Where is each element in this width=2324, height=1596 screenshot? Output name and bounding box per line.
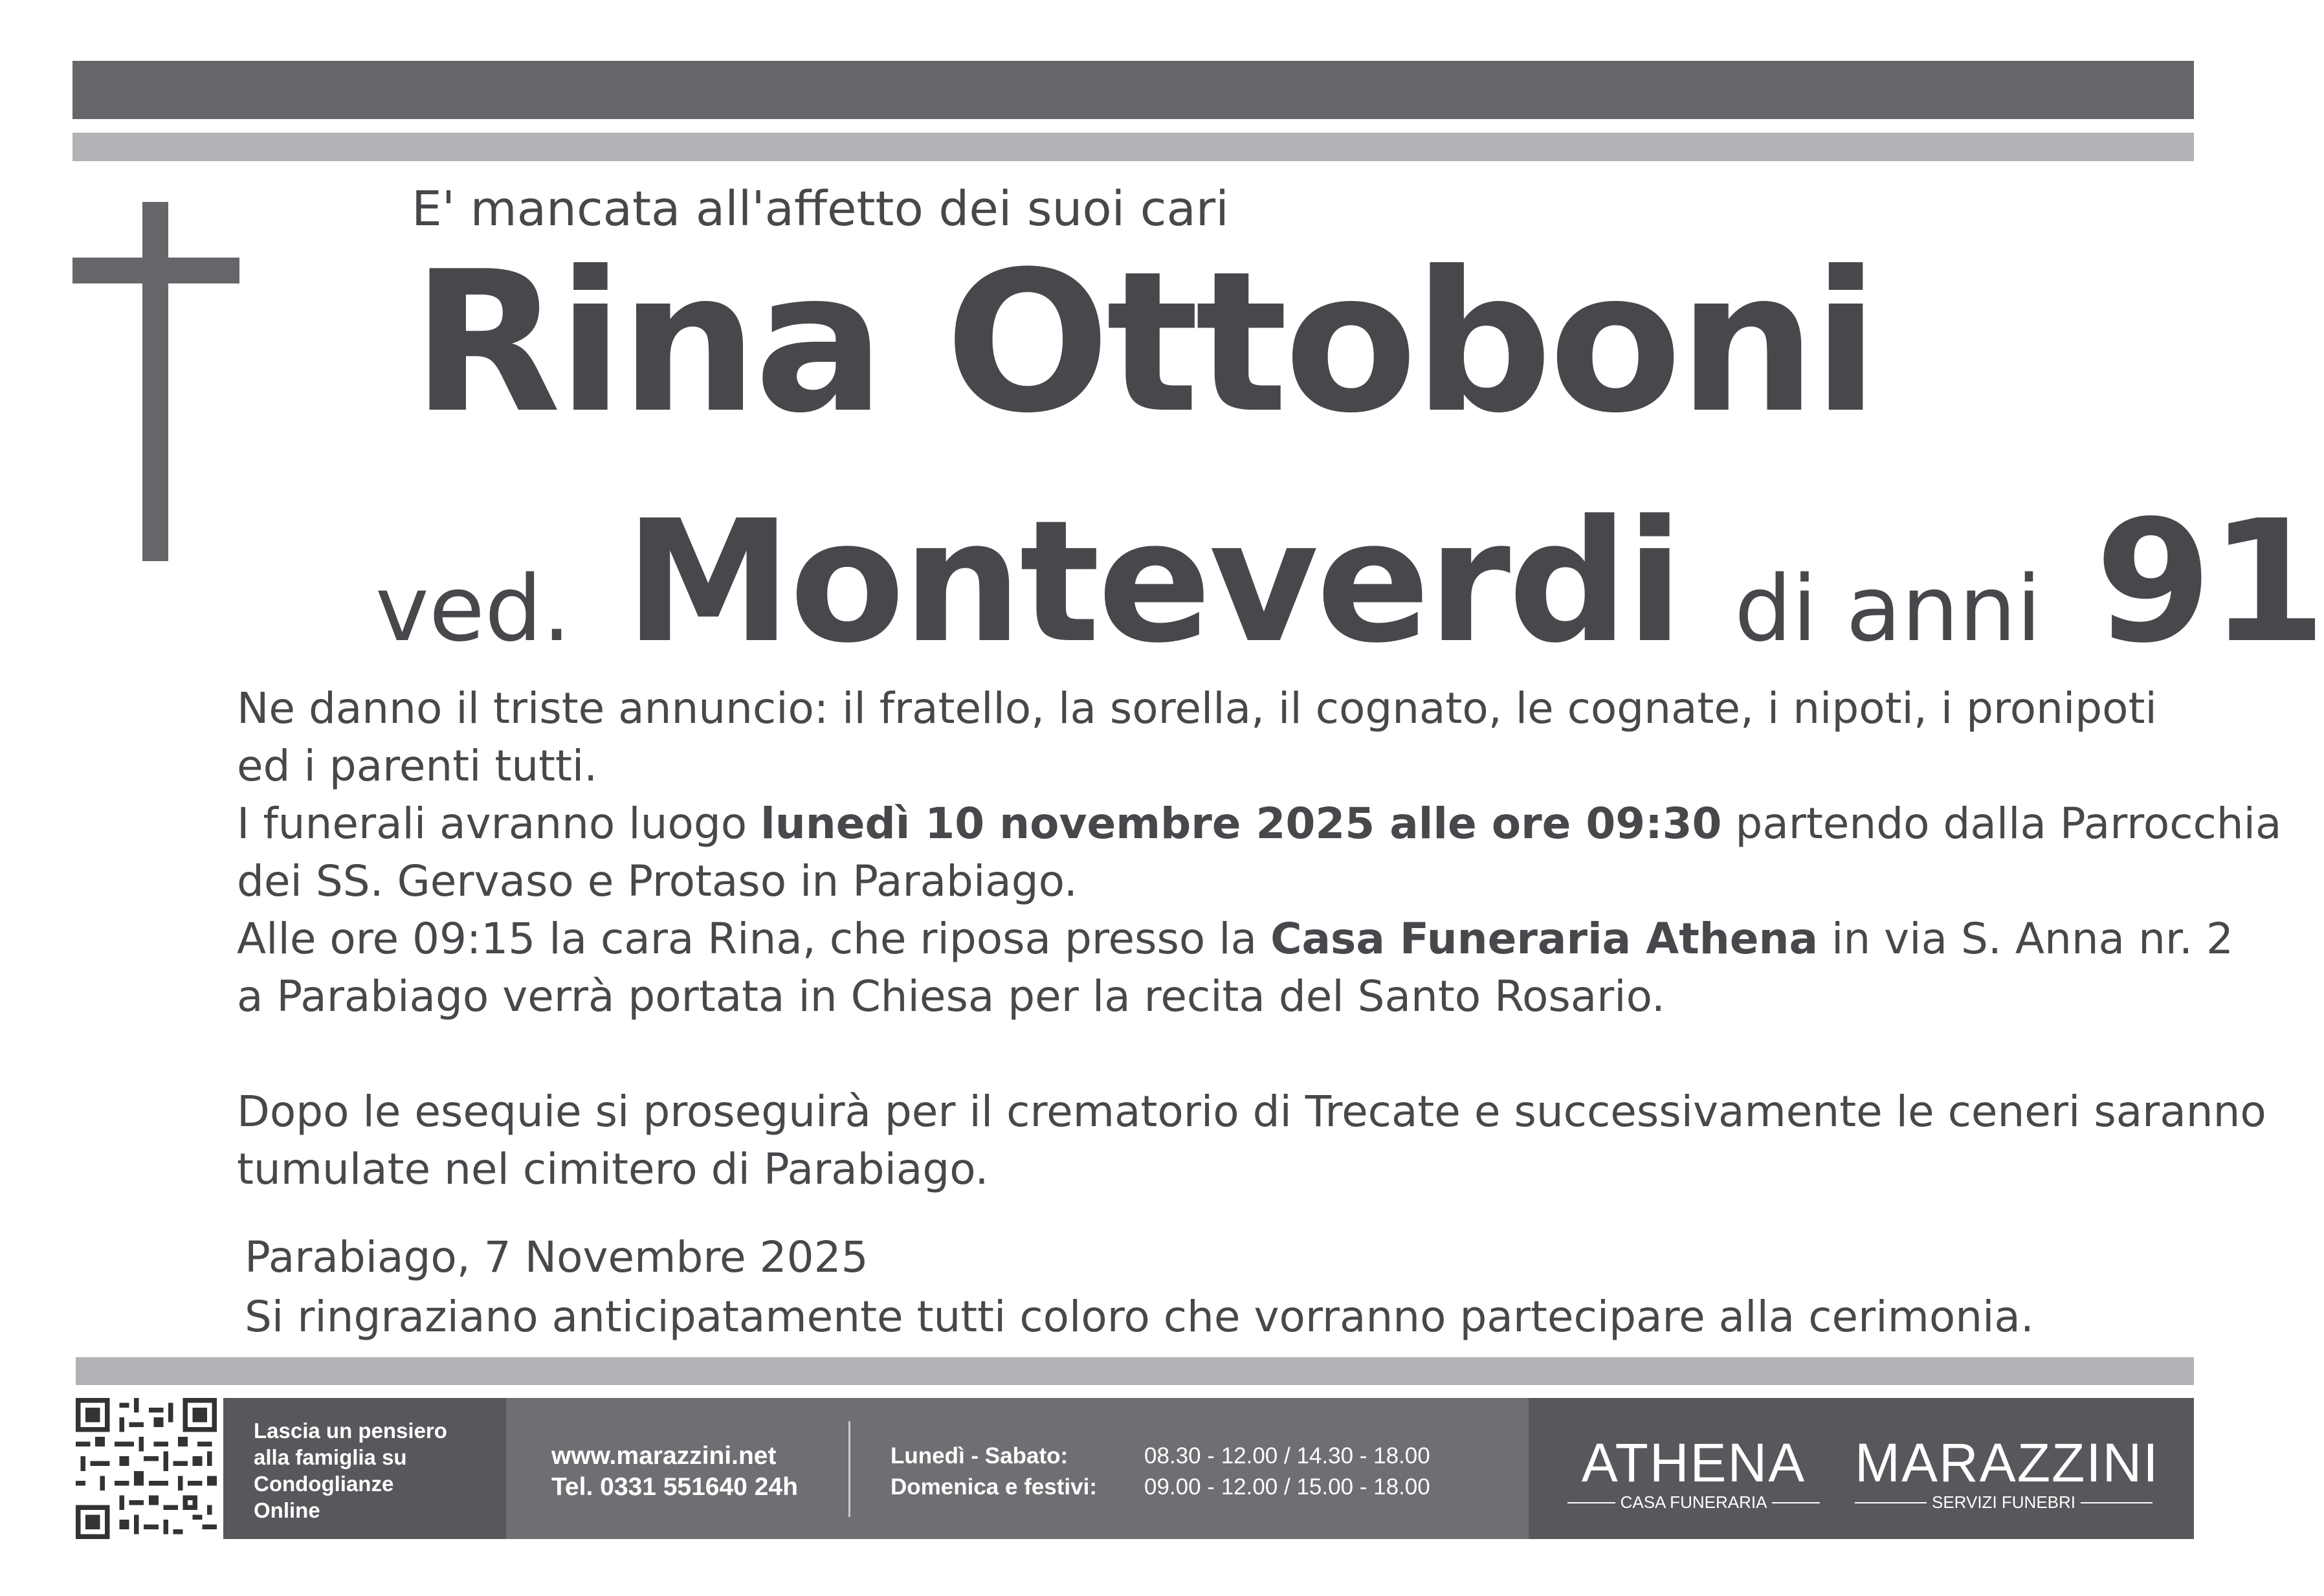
bottom-light-bar: [76, 1357, 2194, 1385]
logo-rule: [2081, 1502, 2152, 1503]
footer-divider: [848, 1421, 850, 1517]
paragraph-gap: [237, 1025, 2114, 1083]
body-line: a Parabiago verrà portata in Chiesa per la recita del Santo Rosario.: [237, 971, 1665, 1021]
contact-block: [551, 1441, 798, 1503]
married-surname: Monteverdi: [625, 485, 1681, 680]
age-value: 91: [2095, 485, 2324, 680]
body-line: Dopo le esequie si proseguirà per il crematorio di Trecate e successivamente le ceneri saranno: [237, 1087, 2266, 1136]
hours-value-holidays: 09.00 - 12.00 / 15.00 - 18.00: [1144, 1474, 1430, 1500]
qr-code-icon[interactable]: [76, 1398, 217, 1539]
age-label: di anni: [1734, 557, 2042, 662]
body-line: [237, 795, 2282, 852]
place-date: Parabiago, 7 Novembre 2025: [245, 1232, 869, 1282]
body-line: tumulate nel cimitero di Parabiago.: [237, 1144, 989, 1194]
deceased-name: Rina Ottoboni: [412, 230, 1876, 456]
hours-value-weekdays: 08.30 - 12.00 / 14.30 - 18.00: [1144, 1443, 1430, 1469]
hours-labels: [891, 1441, 1097, 1503]
phone-number[interactable]: Tel. 0331 551640 24h: [551, 1473, 798, 1501]
condolences-text[interactable]: [254, 1417, 500, 1524]
body-text: in via S. Anna nr. 2: [1818, 914, 2233, 964]
top-light-bar: [72, 133, 2194, 161]
logo-rule: [1567, 1502, 1615, 1503]
hours-label-holidays: Domenica e festivi:: [891, 1474, 1097, 1500]
marazzini-logo-sub: [1855, 1492, 2152, 1513]
marazzini-logo-subtitle: SERVIZI FUNEBRI: [1932, 1492, 2076, 1512]
cross-horizontal: [72, 258, 239, 283]
body-text: partendo dalla Parrocchia: [1721, 799, 2282, 848]
intro-text: E' mancata all'affetto dei suoi cari: [412, 181, 1229, 237]
body-text: I funerali avranno luogo: [237, 799, 761, 848]
athena-logo-text: ATHENA: [1581, 1432, 1806, 1493]
logo-rule: [1772, 1502, 1820, 1503]
athena-logo: [1567, 1432, 1820, 1513]
athena-logo-sub: [1567, 1492, 1820, 1513]
cross-vertical: [142, 202, 168, 561]
hours-values: [1144, 1441, 1430, 1503]
funeral-datetime: lunedì 10 novembre 2025 alle ore 09:30: [760, 799, 1722, 848]
thanks-text: Si ringraziano anticipatamente tutti coloro che vorranno partecipare alla cerimonia.: [245, 1292, 2034, 1342]
body-line: [237, 910, 2233, 968]
body-line: ed i parenti tutti.: [237, 741, 598, 791]
announcement-body: [237, 680, 2282, 1198]
body-line: Ne danno il triste annuncio: il fratello, la sorella, il cognato, le cognate, i nipoti, i pronipoti: [237, 683, 2157, 733]
condolences-line: alla famiglia su: [254, 1445, 407, 1469]
athena-logo-subtitle: CASA FUNERARIA: [1620, 1492, 1767, 1512]
condolences-line: Condoglianze: [254, 1472, 394, 1496]
body-line: dei SS. Gervaso e Protaso in Parabiago.: [237, 856, 1078, 906]
condolences-line: Lascia un pensiero: [254, 1419, 447, 1443]
funeral-home-name: Casa Funeraria Athena: [1270, 914, 1819, 964]
top-dark-bar: [72, 61, 2194, 119]
hours-label-weekdays: Lunedì - Sabato:: [891, 1443, 1068, 1469]
marazzini-logo-text: MARAZZINI: [1855, 1432, 2160, 1493]
marazzini-logo: [1855, 1432, 2160, 1513]
logo-rule: [1855, 1502, 1927, 1503]
website-link[interactable]: www.marazzini.net: [551, 1442, 777, 1470]
ved-label: ved.: [375, 557, 571, 662]
widow-age-line: [375, 485, 2324, 680]
body-text: Alle ore 09:15 la cara Rina, che riposa presso la: [237, 914, 1271, 964]
condolences-line: Online: [254, 1498, 320, 1522]
